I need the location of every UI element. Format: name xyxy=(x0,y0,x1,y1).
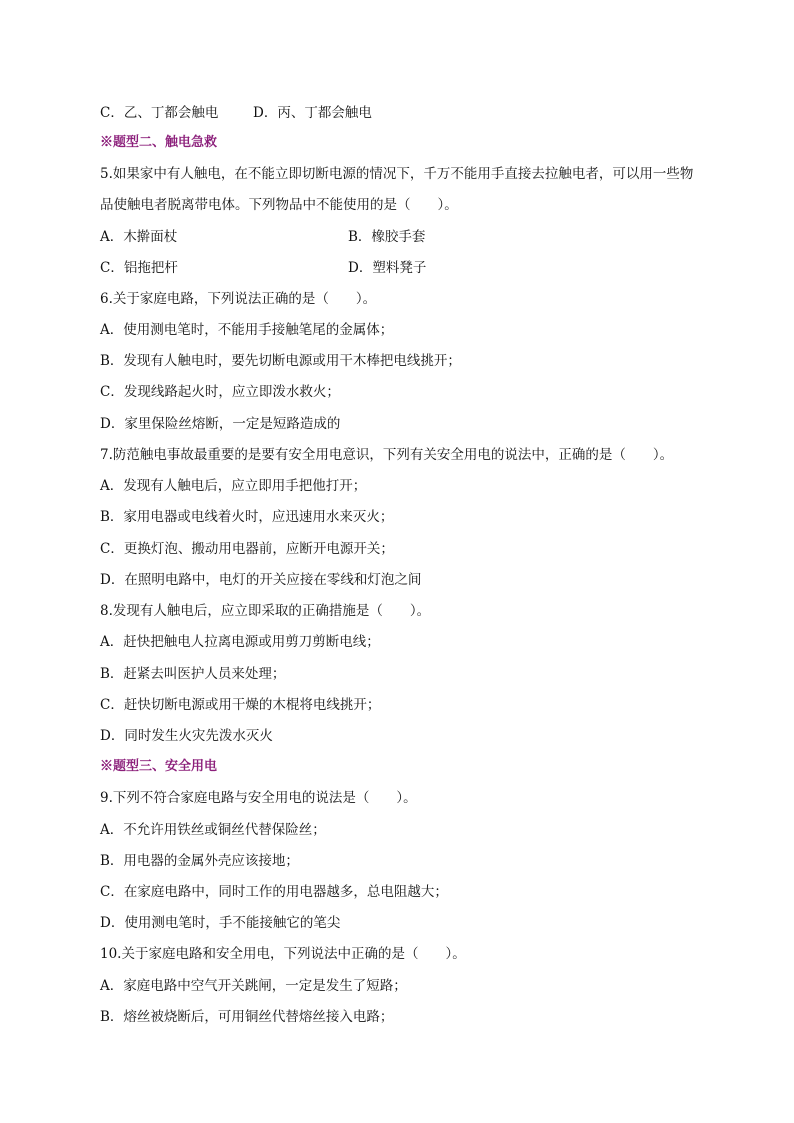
q9-option-d: D．使用测电笔时，手不能接触它的笔尖 xyxy=(100,915,341,931)
q5-option-b: B．橡胶手套 xyxy=(348,229,426,245)
q7-option-b: B．家用电器或电线着火时，应迅速用水来灭火； xyxy=(100,509,394,525)
q9-option-c: C．在家庭电路中，同时工作的用电器越多，总电阻越大； xyxy=(100,884,448,900)
q7-option-c: C．更换灯泡、搬动用电器前，应断开电源开关； xyxy=(100,541,394,557)
q8-option-b: B．赶紧去叫医护人员来处理； xyxy=(100,666,286,682)
q5-stem-line2: 品使触电者脱离带电体。下列物品中不能使用的是（ ）。 xyxy=(100,197,458,213)
q7-option-a: A．发现有人触电后，应立即用手把他打开； xyxy=(100,478,367,494)
q8-option-a: A．赶快把触电人拉离电源或用剪刀剪断电线； xyxy=(100,634,380,650)
q10-option-b: B．熔丝被烧断后，可用铜丝代替熔丝接入电路； xyxy=(100,1009,394,1025)
q7-option-d: D．在照明电路中，电灯的开关应接在零线和灯泡之间 xyxy=(100,572,422,588)
section-heading-3: ※题型三、安全用电 xyxy=(100,759,218,774)
q5-option-c: C．铝拖把杆 xyxy=(100,260,178,276)
q7-stem: 7.防范触电事故最重要的是要有安全用电意识，下列有关安全用电的说法中，正确的是（ ）。 xyxy=(100,447,674,463)
q6-stem: 6.关于家庭电路，下列说法正确的是（ ）。 xyxy=(100,291,377,307)
q6-option-b: B．发现有人触电时，要先切断电源或用干木棒把电线挑开； xyxy=(100,353,461,369)
q10-stem: 10.关于家庭电路和安全用电，下列说法中正确的是（ ）。 xyxy=(100,946,466,962)
q8-stem: 8.发现有人触电后，应立即采取的正确措施是（ ）。 xyxy=(100,603,431,619)
q9-stem: 9.下列不符合家庭电路与安全用电的说法是（ ）。 xyxy=(100,790,417,806)
q6-option-a: A．使用测电笔时，不能用手接触笔尾的金属体； xyxy=(100,322,394,338)
q9-option-a: A．不允许用铁丝或铜丝代替保险丝； xyxy=(100,822,326,838)
section-heading-2: ※题型二、触电急救 xyxy=(100,135,218,150)
q6-option-c: C．发现线路起火时，应立即泼水救火； xyxy=(100,384,340,400)
q4-option-d: D．丙、丁都会触电 xyxy=(253,105,372,121)
q5-option-a: A．木擀面杖 xyxy=(100,229,178,245)
q9-option-b: B．用电器的金属外壳应该接地； xyxy=(100,853,299,869)
q6-option-d: D．家里保险丝熔断，一定是短路造成的 xyxy=(100,416,341,432)
q8-option-d: D．同时发生火灾先泼水灭火 xyxy=(100,728,273,744)
q4-option-c: C．乙、丁都会触电 xyxy=(100,105,219,121)
q8-option-c: C．赶快切断电源或用干燥的木棍将电线挑开； xyxy=(100,697,381,713)
q5-stem-line1: 5.如果家中有人触电，在不能立即切断电源的情况下，千万不能用手直接去拉触电者，可以用一些物 xyxy=(100,166,694,182)
q5-option-d: D．塑料凳子 xyxy=(348,260,427,276)
q10-option-a: A．家庭电路中空气开关跳闸，一定是发生了短路； xyxy=(100,978,407,994)
